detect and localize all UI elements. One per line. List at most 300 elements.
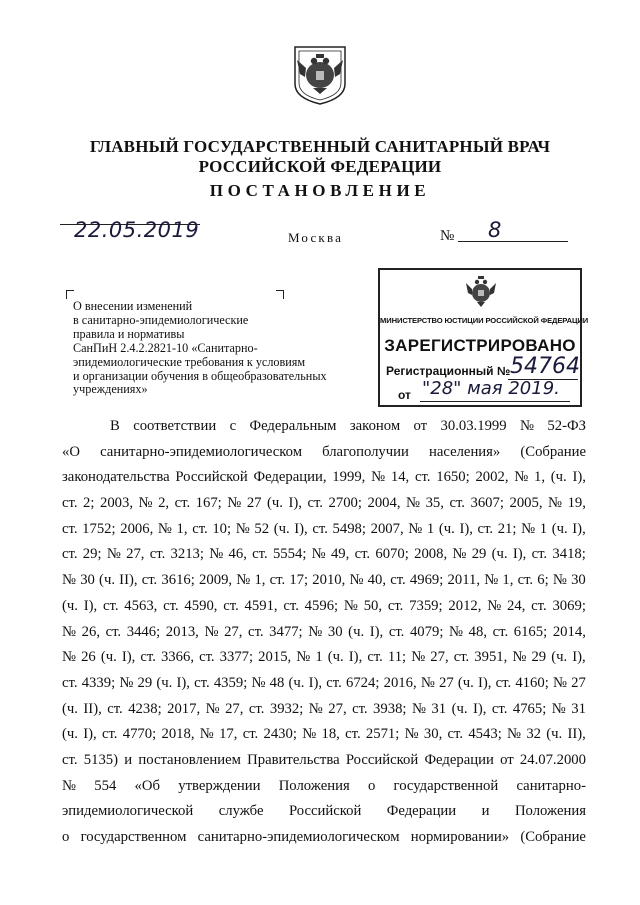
body-word: 21; <box>497 520 517 537</box>
body-word: № <box>408 520 423 537</box>
body-word: Положения <box>278 777 350 794</box>
body-word: 2003, <box>99 495 134 512</box>
body-word: 2009, <box>199 572 233 589</box>
body-word: ст. <box>367 649 383 666</box>
body-word: 27, <box>430 649 449 666</box>
body-word: № <box>507 726 522 743</box>
stamp-date-underline <box>420 401 570 402</box>
body-word: № <box>371 469 386 486</box>
body-word: I), <box>472 700 487 717</box>
body-word: и <box>481 803 490 820</box>
body-word: 2005, <box>509 495 543 512</box>
body-word: 27, <box>328 700 347 717</box>
body-word: I), <box>512 546 527 563</box>
city-name: Москва <box>288 230 344 245</box>
body-word: № <box>452 546 467 563</box>
body-word: № <box>406 495 421 512</box>
body-word: 2016, <box>383 674 417 691</box>
body-word: (ч. <box>551 649 568 666</box>
body-word: Федерации <box>386 803 457 820</box>
body-word: (ч. <box>156 674 173 691</box>
body-word: № <box>404 726 419 743</box>
body-line <box>62 414 586 440</box>
body-word: о <box>367 777 376 794</box>
body-line <box>62 440 586 466</box>
body-word: ст. <box>352 700 368 717</box>
stamp-coat-of-arms-icon <box>465 274 497 310</box>
body-word: 50, <box>363 597 383 614</box>
body-word: 27, <box>126 546 145 563</box>
body-word: ст. <box>307 495 323 512</box>
body-word: I), <box>121 649 136 666</box>
body-word: № <box>62 777 77 794</box>
body-word: 24.07.2000 <box>519 751 586 768</box>
body-word: № <box>551 700 566 717</box>
body-word: с <box>229 418 237 434</box>
body-word: ст. <box>449 495 465 512</box>
document-number: 8 <box>488 218 502 242</box>
body-word: (ч. <box>288 674 305 691</box>
body-word: ст. <box>194 674 210 691</box>
body-word: 1650; <box>436 469 470 486</box>
authority-name-line1: ГЛАВНЫЙ ГОСУДАРСТВЕННЫЙ САНИТАРНЫЙ ВРАЧ <box>89 137 551 156</box>
body-word: 6070; <box>375 546 409 563</box>
body-word: нормировании» <box>410 829 510 845</box>
body-word: и <box>124 751 133 768</box>
body-word: (ч. <box>491 546 508 563</box>
body-word: Российской <box>288 803 362 820</box>
body-word: 4563, <box>124 597 158 614</box>
body-word: 19, <box>567 495 586 512</box>
body-word: 5498; <box>332 520 366 537</box>
body-word: II), <box>119 572 138 589</box>
body-word: 2014, <box>552 623 586 640</box>
body-word: 4359; <box>213 674 248 691</box>
body-word: № <box>548 495 563 512</box>
body-word: 4596; <box>304 597 339 614</box>
body-line <box>62 671 586 697</box>
body-word: № <box>343 597 358 614</box>
body-word: ст. <box>140 649 156 666</box>
title-bracket-left <box>66 290 74 299</box>
stamp-registration-date: "28" мая 2019. <box>422 378 560 399</box>
body-word: ст. <box>414 469 431 486</box>
stamp-from-label: от <box>398 388 411 402</box>
body-word: утверждении <box>178 777 261 794</box>
body-word: ст. <box>283 597 299 614</box>
body-word: (ч. <box>327 649 344 666</box>
authority-name-line2: РОССИЙСКОЙ ФЕДЕРАЦИИ <box>198 157 442 176</box>
body-word: 2004, <box>367 495 401 512</box>
body-word: I), <box>83 597 98 614</box>
body-word: ст. <box>248 623 264 640</box>
body-line <box>62 645 586 671</box>
body-word: I), <box>176 674 190 691</box>
body-word: № <box>514 469 529 486</box>
body-word: 554 <box>94 777 117 794</box>
body-word: ст. <box>62 674 78 691</box>
body-word: (ч. <box>267 495 283 512</box>
body-word: 3446; <box>126 623 161 640</box>
body-word: 27 <box>439 674 454 691</box>
body-line <box>62 825 586 851</box>
stamp-ministry-name: МИНИСТЕРСТВО ЮСТИЦИИ РОССИЙСКОЙ ФЕДЕРАЦИИ <box>380 316 589 325</box>
body-word: 2007, <box>370 520 404 537</box>
document-title <box>73 300 373 397</box>
body-word: № <box>296 649 311 666</box>
body-word: 27, <box>225 700 244 717</box>
body-word: «О <box>62 443 80 460</box>
body-word: санитарно-эпидемиологическом <box>100 443 302 460</box>
body-word: ст. <box>531 546 548 563</box>
stamp-registered-label: ЗАРЕГИСТРИРОВАНО <box>384 336 576 355</box>
document-type-heading: ПОСТАНОВЛЕНИЕ <box>209 181 431 200</box>
body-word: I), <box>308 674 323 691</box>
body-word: I), <box>369 623 384 640</box>
body-word: (ч. <box>62 700 78 717</box>
body-word: 48 <box>269 674 285 691</box>
body-word: № <box>449 623 464 640</box>
body-word: 1 <box>315 649 323 666</box>
body-word: 29 <box>471 546 487 563</box>
body-word: № <box>349 572 364 589</box>
body-word: 2, <box>158 495 170 512</box>
body-word: 2017, <box>167 700 201 717</box>
body-word: ст. <box>62 751 78 768</box>
body-word: 31 <box>571 700 586 717</box>
body-line <box>62 491 586 517</box>
title-line: О внесении изменений <box>73 299 193 313</box>
body-word: Положения <box>514 803 586 820</box>
body-word: 40, <box>367 572 387 589</box>
body-word: ст. <box>491 700 508 717</box>
body-word: Российской <box>175 469 248 486</box>
body-word: эпидемиологической <box>62 803 194 820</box>
body-word: 27 <box>246 495 262 512</box>
body-word: № <box>302 726 317 743</box>
body-word: 4543; <box>468 726 502 743</box>
body-word: № <box>552 572 567 589</box>
body-word: № <box>519 418 534 434</box>
body-word: 7359; <box>409 597 443 614</box>
body-word: 30 <box>571 572 586 589</box>
title-bracket-right <box>276 290 284 299</box>
body-line <box>62 799 586 825</box>
body-line <box>62 542 586 568</box>
body-word: 1752; <box>82 520 116 537</box>
body-word: от <box>500 751 514 768</box>
body-word: (ч. <box>348 623 365 640</box>
body-word: 30 <box>80 572 95 589</box>
body-word: I), <box>478 674 492 691</box>
body-word: I), <box>572 520 586 537</box>
body-word: ст. <box>387 597 404 614</box>
body-line <box>62 748 586 774</box>
body-line <box>62 722 586 748</box>
body-word: постановлением <box>138 751 241 768</box>
body-word: I), <box>572 649 586 666</box>
body-word: 3938; <box>373 700 407 717</box>
body-word: 27 <box>571 674 586 691</box>
body-word: 1 <box>539 520 548 537</box>
body-word: государственной <box>393 777 499 794</box>
body-word: (ч. <box>438 520 455 537</box>
body-word: ст. <box>223 597 239 614</box>
body-word: № <box>484 572 499 589</box>
coat-of-arms-icon <box>291 44 349 106</box>
body-word: № <box>236 572 251 589</box>
body-word: 6165; <box>513 623 548 640</box>
body-word: ст. <box>242 726 259 743</box>
body-word: II), <box>567 726 586 743</box>
body-word: 10; <box>212 520 232 537</box>
body-word: 48, <box>468 623 487 640</box>
body-word: (ч. <box>457 674 474 691</box>
body-word: государственном <box>80 829 187 845</box>
body-word: 2010, <box>312 572 346 589</box>
body-word: 2008, <box>414 546 448 563</box>
body-paragraph <box>62 414 586 851</box>
body-word: 49, <box>330 546 350 563</box>
body-word: «Об <box>134 777 160 794</box>
body-word: ст. <box>248 700 265 717</box>
body-word: № <box>62 649 77 666</box>
body-word: I), <box>459 520 473 537</box>
body-word: ст. <box>62 546 78 563</box>
body-word: ст. <box>453 649 470 666</box>
number-underline <box>458 241 568 242</box>
body-word: законом <box>349 418 401 434</box>
body-word: 6; <box>537 572 549 589</box>
body-word: 24, <box>507 597 526 614</box>
body-word: № <box>204 623 219 640</box>
body-word: 3069; <box>552 597 586 614</box>
body-word: (ч. <box>62 726 78 743</box>
title-line: правила и нормативы <box>73 326 185 341</box>
body-line <box>62 517 586 543</box>
body-word: 2006, <box>120 520 154 537</box>
body-word: 5135) <box>83 751 119 768</box>
body-word: № <box>119 674 134 691</box>
body-word: ст. <box>269 572 286 589</box>
body-word: 1, <box>502 572 514 589</box>
body-word: ст. <box>102 597 119 614</box>
body-word: 4339; <box>81 674 116 691</box>
body-word: 52-ФЗ <box>547 418 586 434</box>
body-word: № <box>199 726 214 743</box>
body-word: 4238; <box>128 700 162 717</box>
body-word: № <box>62 572 77 589</box>
body-word: ст. <box>345 726 361 743</box>
body-word: 2011, <box>447 572 481 589</box>
body-word: 2015, <box>258 649 292 666</box>
body-word: I), <box>294 520 308 537</box>
body-word: 3366, <box>160 649 194 666</box>
body-line <box>62 620 586 646</box>
body-word: 26 <box>81 649 96 666</box>
body-word: 29; <box>82 546 102 563</box>
body-word: о <box>62 829 70 845</box>
body-word: 1999, <box>332 469 366 486</box>
body-word: № <box>420 674 435 691</box>
body-word: 18, <box>321 726 340 743</box>
body-word: № <box>411 700 426 717</box>
body-word: ст. <box>149 546 166 563</box>
body-word: Федерации <box>424 751 494 768</box>
body-word: от <box>413 418 428 434</box>
body-word: 4160; <box>515 674 549 691</box>
body-word: санитарно- <box>516 777 586 794</box>
body-word: 17, <box>219 726 238 743</box>
body-word: ст. <box>326 674 342 691</box>
body-word: 11; <box>387 649 407 666</box>
stamp-registration-label: Регистрационный № <box>386 364 511 378</box>
body-word: ст. <box>62 520 78 537</box>
body-word: 30.03.1999 <box>440 418 507 434</box>
body-word: 2012, <box>448 597 482 614</box>
body-word: 3477; <box>269 623 303 640</box>
body-word: 5554; <box>272 546 307 563</box>
body-word: 1 <box>426 520 435 537</box>
body-word: I), <box>83 726 97 743</box>
body-word: ст. <box>390 572 406 589</box>
body-word: № <box>205 700 220 717</box>
body-word: 3932; <box>269 700 304 717</box>
body-word: (ч. <box>546 726 563 743</box>
body-word: 4969; <box>409 572 444 589</box>
body-word: 30 <box>327 623 343 640</box>
title-line: учреждениях» <box>73 382 148 397</box>
body-word: № <box>512 649 527 666</box>
body-word: ст. <box>192 520 208 537</box>
body-word: 6724; <box>345 674 380 691</box>
body-word: (ч. <box>62 597 78 614</box>
body-line <box>62 465 586 491</box>
body-word: № <box>521 520 536 537</box>
body-word: соответствии <box>133 418 217 434</box>
body-word: 2700; <box>328 495 362 512</box>
title-line: эпидемиологические требования к условиям <box>73 354 306 369</box>
body-word: 3616; <box>161 572 195 589</box>
body-word: 3607; <box>470 495 504 512</box>
stamp-registration-number: 54764 <box>510 354 580 379</box>
document-date: 22.05.2019 <box>74 218 200 242</box>
body-word: ст. <box>531 597 547 614</box>
body-word: 27, <box>224 623 243 640</box>
body-word: № <box>235 520 250 537</box>
body-word: 1, <box>176 520 188 537</box>
body-word: 3377; <box>219 649 254 666</box>
body-word: 4591, <box>244 597 278 614</box>
body-line <box>62 774 586 800</box>
body-word: ст. <box>101 726 118 743</box>
body-word: 46, <box>228 546 247 563</box>
title-line: в санитарно-эпидемиологические <box>73 312 249 327</box>
body-word: № <box>157 520 172 537</box>
body-word: (ч. <box>451 700 468 717</box>
body-word: ст. <box>163 597 179 614</box>
body-word: № <box>311 546 326 563</box>
body-line <box>62 568 586 594</box>
body-word: I), <box>288 495 302 512</box>
body-word: 2018, <box>161 726 195 743</box>
body-word: ст. <box>492 623 509 640</box>
body-word: 4079; <box>409 623 444 640</box>
body-word: ст. <box>199 649 215 666</box>
body-word: ст. <box>477 520 494 537</box>
body-word: благополучии <box>322 443 409 460</box>
body-word: № <box>411 649 426 666</box>
body-word: (ч. <box>99 572 115 589</box>
body-word: (ч. <box>273 520 290 537</box>
body-word: I), <box>572 469 586 486</box>
body-word: № <box>62 623 77 640</box>
body-word: ст. <box>141 572 158 589</box>
body-word: ст. <box>62 495 78 512</box>
body-word: ст. <box>105 623 122 640</box>
body-word: № <box>209 546 224 563</box>
body-word: 3418; <box>552 546 586 563</box>
body-word: 2002, <box>475 469 509 486</box>
body-word: 52 <box>254 520 270 537</box>
body-word: (Собрание <box>520 829 586 845</box>
body-word: 1, <box>534 469 546 486</box>
body-word: 14, <box>390 469 410 486</box>
title-line: и организации обучения в общеобразовательных <box>73 368 327 383</box>
registration-stamp <box>378 268 589 407</box>
body-line <box>62 594 586 620</box>
title-line: СанПиН 2.4.2.2821-10 «Санитарно- <box>73 340 258 355</box>
body-word: 35, <box>425 495 444 512</box>
body-word: 32 <box>526 726 542 743</box>
body-word: Российской <box>345 751 419 768</box>
body-word: Федерации, <box>253 469 327 486</box>
body-word: ст. <box>312 520 328 537</box>
body-word: № <box>251 674 266 691</box>
body-word: ст. <box>174 495 191 512</box>
body-word: 4770; <box>122 726 157 743</box>
body-word: 2430; <box>263 726 297 743</box>
body-word: № <box>308 700 323 717</box>
body-word: № <box>227 495 242 512</box>
body-word: 30, <box>423 726 443 743</box>
body-word: 4590, <box>184 597 218 614</box>
body-word: В <box>110 418 120 434</box>
body-word: 4765; <box>512 700 547 717</box>
body-word: ст. <box>388 623 405 640</box>
body-word: законодательства <box>62 469 170 486</box>
body-word: Федеральным <box>249 418 337 434</box>
body-word: 2; <box>83 495 95 512</box>
body-word: 17; <box>289 572 309 589</box>
body-word: 29 <box>137 674 153 691</box>
body-line <box>62 697 586 723</box>
body-word: 26, <box>81 623 100 640</box>
body-word: ст. <box>354 546 371 563</box>
body-word: населения» <box>429 443 501 460</box>
body-word: № <box>552 674 567 691</box>
body-word: (Собрание <box>520 443 586 460</box>
body-word: № <box>487 597 502 614</box>
body-word: 29 <box>531 649 547 666</box>
body-word: санитарно-эпидемиологическом <box>197 829 400 845</box>
body-word: № <box>106 546 121 563</box>
body-word: ст. <box>447 726 464 743</box>
body-word: ст. <box>495 674 512 691</box>
body-word: 3213; <box>170 546 204 563</box>
body-word: 167; <box>195 495 222 512</box>
body-word: I), <box>348 649 363 666</box>
